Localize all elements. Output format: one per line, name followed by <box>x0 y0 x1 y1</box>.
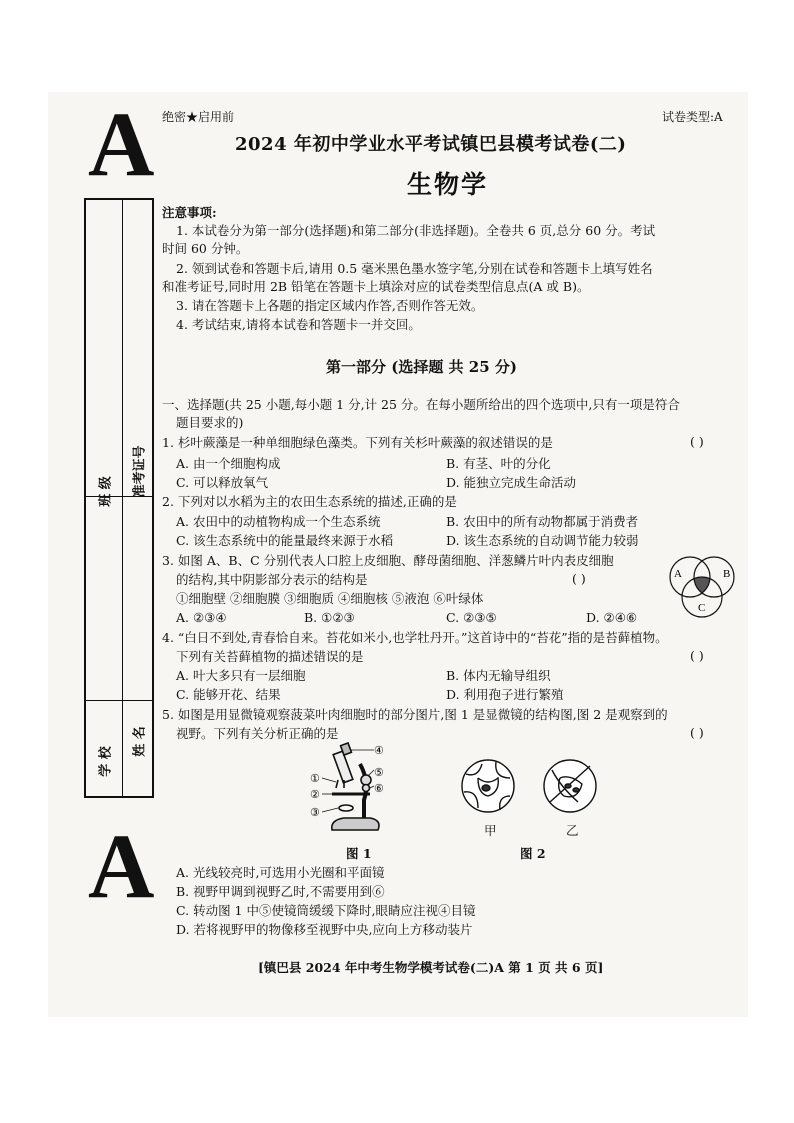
fig2-caption: 图 2 <box>520 846 546 861</box>
label-4: ④ <box>374 744 384 757</box>
exam-title: 2024 年初中学业水平考试镇巴县模考试卷(二) <box>235 134 627 155</box>
notice-line: 时间 60 分钟。 <box>162 241 249 256</box>
q2-option-a: A. 农田中的动植物构成一个生态系统 <box>176 514 381 529</box>
fig1-caption: 图 1 <box>346 846 372 861</box>
venn-label-b: B <box>723 568 731 580</box>
notice-line: 4. 考试结束,请将本试卷和答题卡一并交回。 <box>176 317 421 332</box>
view-yi-label: 乙 <box>566 823 579 838</box>
q4-option-b: B. 体内无输导组织 <box>446 668 551 683</box>
label-5: ⑤ <box>374 766 384 779</box>
q3-answer-bracket: ( ) <box>572 571 586 586</box>
section1-instructions-cont: 题目要求的) <box>176 415 244 430</box>
venn-label-a: A <box>674 568 682 580</box>
q5-option-c: C. 转动图 1 中⑤使镜筒缓缓下降时,眼睛应注视④目镜 <box>176 903 476 918</box>
q1-option-c: C. 可以释放氧气 <box>176 475 269 490</box>
label-1: ① <box>310 772 320 785</box>
q1-stem: 1. 杉叶蕨藻是一种单细胞绿色藻类。下列有关杉叶蕨藻的叙述错误的是 <box>162 435 553 450</box>
q3-option-c: C. ②③⑤ <box>446 610 497 625</box>
q5-stem: 5. 如图是用显微镜观察菠菜叶肉细胞时的部分图片,图 1 是显微镜的结构图,图 2 是观察到的 <box>162 707 668 722</box>
q4-stem-cont: 下列有关苔藓植物的描述错误的是 <box>176 649 364 664</box>
q2-option-d: D. 该生态系统的自动调节能力较弱 <box>446 533 639 548</box>
q3-stem: 3. 如图 A、B、C 分别代表人口腔上皮细胞、酵母菌细胞、洋葱鳞片叶内表皮细胞 <box>162 553 614 568</box>
q5-option-a: A. 光线较亮时,可选用小光圈和平面镜 <box>176 865 385 880</box>
q4-stem: 4. “白日不到处,青春恰自来。苔花如米小,也学牡丹开。”这首诗中的“苔花”指的是苔藓植物。 <box>162 630 668 645</box>
q2-option-b: B. 农田中的所有动物都属于消费者 <box>446 514 639 529</box>
q4-option-c: C. 能够开花、结果 <box>176 687 281 702</box>
notice-heading: 注意事项: <box>162 205 217 220</box>
q1-option-d: D. 能独立完成生命活动 <box>446 475 577 490</box>
page-footer: [镇巴县 2024 年中考生物学模考试卷(二)A 第 1 页 共 6 页] <box>258 960 604 975</box>
confidential-label: 绝密★启用前 <box>162 110 235 124</box>
name-field-label: 姓 名 <box>132 726 148 757</box>
q4-answer-bracket: ( ) <box>690 648 704 663</box>
q3-option-b: B. ①②③ <box>304 610 355 625</box>
q3-stem-cont: 的结构,其中阴影部分表示的结构是 <box>176 572 368 587</box>
q2-stem: 2. 下列对以水稻为主的农田生态系统的描述,正确的是 <box>162 494 457 509</box>
q4-option-d: D. 利用孢子进行繁殖 <box>446 687 564 702</box>
q3-items: ①细胞壁 ②细胞膜 ③细胞质 ④细胞核 ⑤液泡 ⑥叶绿体 <box>176 591 484 606</box>
field-of-view-figure <box>460 756 610 818</box>
section1-instructions: 一、选择题(共 25 小题,每小题 1 分,计 25 分。在每小题所给出的四个选项中,只有一项是符合 <box>162 397 680 412</box>
paper-type-letter-bottom: A <box>88 815 155 917</box>
subject-title: 生物学 <box>407 170 489 199</box>
notice-line: 2. 领到试卷和答题卡后,请用 0.5 毫米黑色墨水签字笔,分别在试卷和答题卡上填写姓名 <box>176 261 653 276</box>
view-jia-label: 甲 <box>484 823 497 838</box>
label-3: ③ <box>310 806 320 819</box>
q1-option-a: A. 由一个细胞构成 <box>176 456 281 471</box>
exam-id-field-label: 准考证号 <box>132 445 148 498</box>
q1-answer-bracket: ( ) <box>690 434 704 449</box>
q3-venn-diagram <box>660 555 746 621</box>
part1-title: 第一部分 (选择题 共 25 分) <box>326 358 517 376</box>
q5-answer-bracket: ( ) <box>690 725 704 740</box>
q3-option-a: A. ②③④ <box>176 610 227 625</box>
paper-type-letter-top: A <box>88 93 155 195</box>
label-2: ② <box>310 788 320 801</box>
q5-option-b: B. 视野甲调到视野乙时,不需要用到⑥ <box>176 884 385 899</box>
q5-option-d: D. 若将视野甲的物像移至视野中央,应向上方移动装片 <box>176 922 473 937</box>
class-field-label: 班 级 <box>98 476 114 507</box>
notice-line: 3. 请在答题卡上各题的指定区域内作答,否则作答无效。 <box>176 298 484 313</box>
school-field-label: 学 校 <box>98 746 114 777</box>
venn-label-c: C <box>698 602 706 614</box>
notice-line: 和准考证号,同时用 2B 铅笔在答题卡上填涂对应的试卷类型信息点(A 或 B)。 <box>162 279 590 294</box>
q4-option-a: A. 叶大多只有一层细胞 <box>176 668 306 683</box>
microscope-figure <box>308 742 408 842</box>
student-info-table <box>84 198 154 798</box>
q5-stem-cont: 视野。下列有关分析正确的是 <box>176 726 339 741</box>
paper-type-label: 试卷类型:A <box>662 110 723 124</box>
label-6: ⑥ <box>374 782 384 795</box>
notice-line: 1. 本试卷分为第一部分(选择题)和第二部分(非选择题)。全卷共 6 页,总分 60 分。考试 <box>176 223 656 238</box>
q1-option-b: B. 有茎、叶的分化 <box>446 456 551 471</box>
q2-option-c: C. 该生态系统中的能量最终来源于水稻 <box>176 533 394 548</box>
q3-option-d: D. ②④⑥ <box>586 610 638 625</box>
